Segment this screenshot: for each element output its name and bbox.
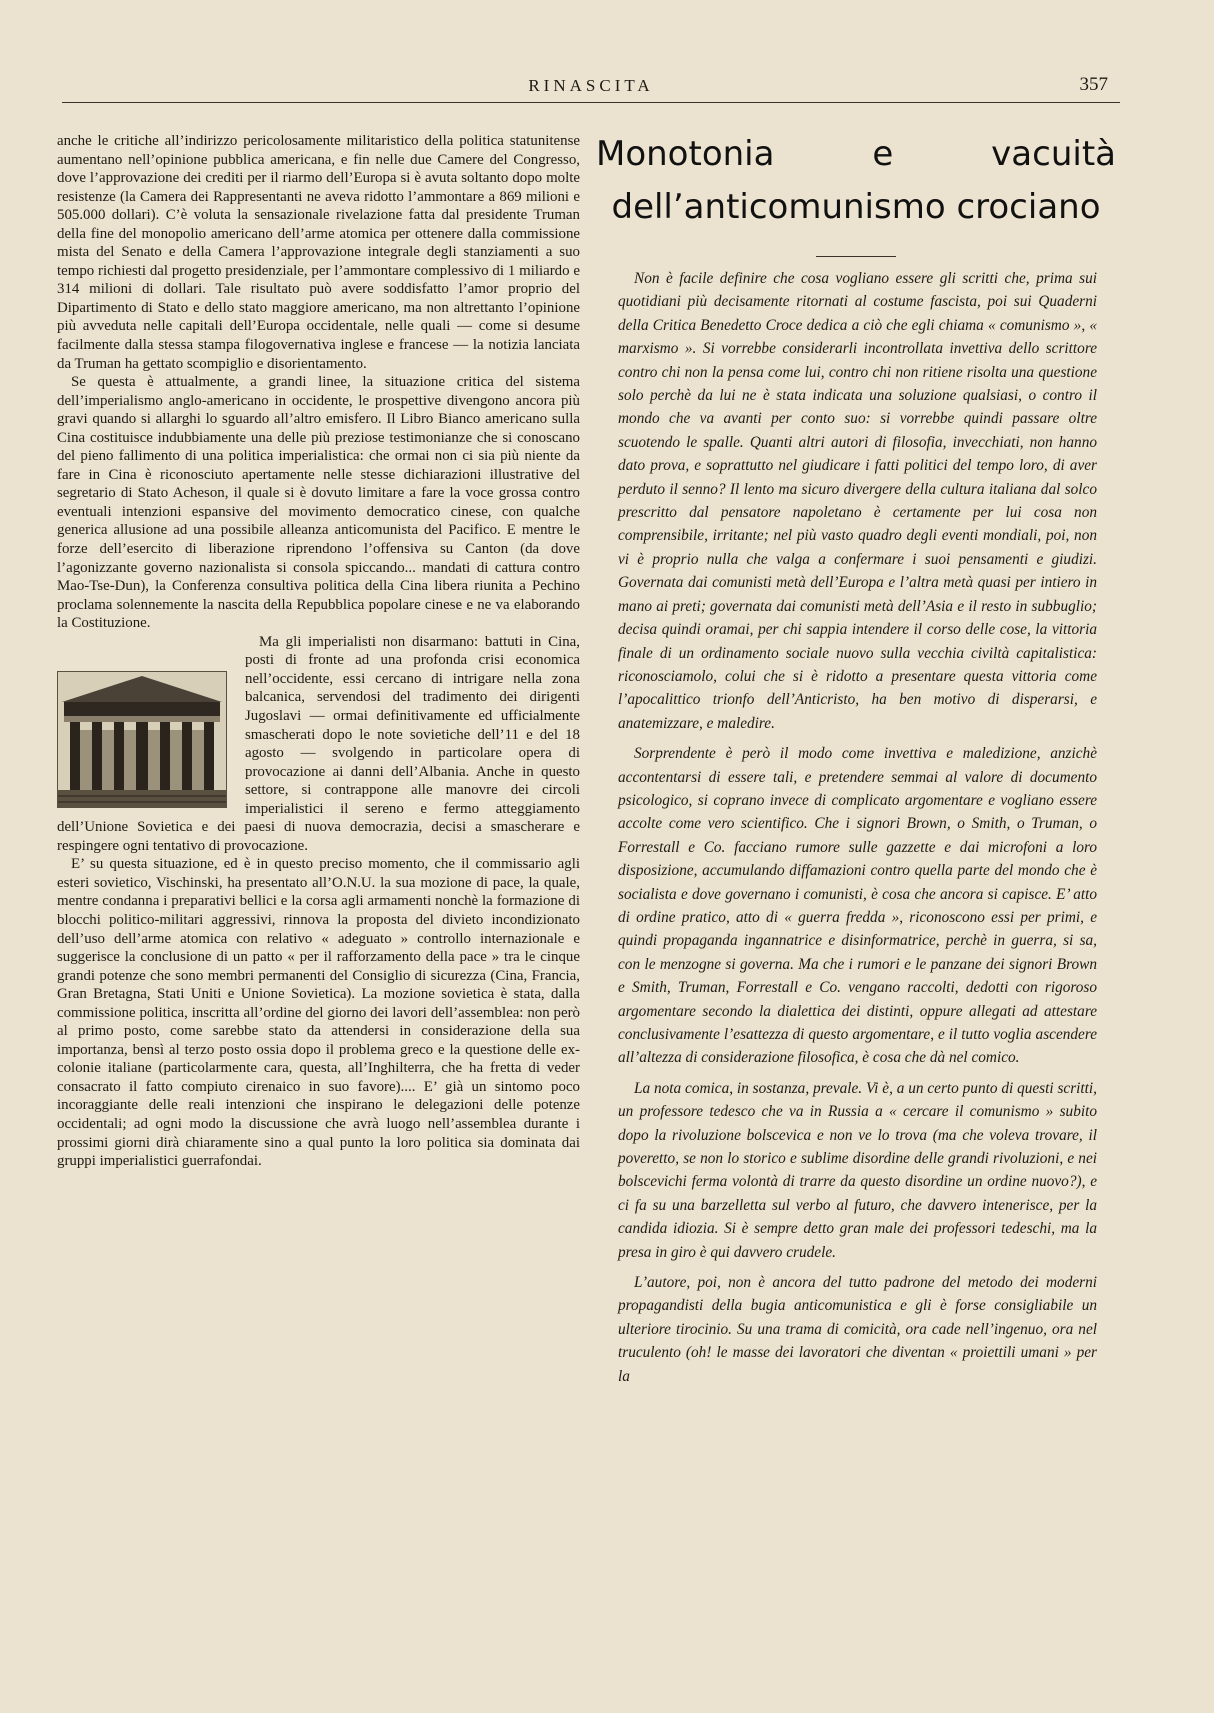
article-paragraph-4: L’autore, poi, non è ancora del tutto padrone del metodo dei moderni propagandisti della bugia anticomunistica e gli è forse consigliabile un ulteriore tirocinio. Su una trama di comicità, ora cade nell’ingenuo, ora nel truculento (oh! le masse dei lavoratori che diventan « proiettili umani » per la bbox=[618, 1274, 1097, 1385]
page-header bbox=[62, 70, 1120, 103]
left-paragraph-2: Se questa è attualmente, a grandi linee, la situazione critica del sistema dell’imperialismo anglo-americano in occidente, le prospettive divengono ancora più gravi quando si allarghi lo sguardo all’altro emisfero. Il Libro Bianco americano sulla Cina costituisce indubbiamente una delle più preziose testimonianze che si conoscano del pieno fallimento di una politica imperialistica: che ormai non ci sia più niente da fare in Cina è riconosciuto apertamente nelle stesse dichiarazioni illustrative del segretario di Stato Acheson, il quale si è dovuto limitare a fare la voce grossa contro eventuali intenzioni espansive del movimento democratico cinese, con qualche generica allusione ad una possibile alleanza anticomunista del Pacifico. E mentre le forze dell’esercito di liberazione riprendono l’offensiva su Canton (da dove l’agonizzante governo nazionalista si consola spiccando... mandati di cattura contro Mao-Tse-Dun), la Conferenza consultiva politica della Cina libera riunita a Pechino proclama solennemente la nascita della Repubblica popolare cinese e ne va elaborando la Costituzione. bbox=[57, 374, 580, 632]
left-column bbox=[57, 132, 580, 1171]
running-title: RINASCITA bbox=[528, 76, 654, 95]
article-paragraph-1: Non è facile definire che cosa vogliano essere gli scritti che, prima sui quotidiani più decisamente ritornati al costume fascista, poi sui Quaderni della Critica Benedetto Croce dedica a ciò che egli chiama « comunismo », « marxismo ». Si vorrebbe considerarli incontrollata invettiva dello scrittore contro chi non la pensa come lui, contro chi non ritiene risolta una questione solo perchè da lui ne è stata indicata una soluzione qualsiasi, o contro il mondo che va avanti per conto suo: si vorrebbe quindi passare oltre scuotendo le spalle. Quanti altri autori di filosofia, invecchiati, non hanno dato prova, e soprattutto nel giudicare i fatti politici del tempo loro, di aver perduto il senno? Il lento ma sicuro divergere della cultura italiana dal solco prescritto dal pensatore napoletano è certamente per lui cosa non comprensibile, irritante; nel più vasto quadro degli eventi mondiali, poi, non vi è proprio nulla che valga a confermare i suoi pensamenti e giudizi. Governata dai comunisti metà dell’Europa e l’altra metà quasi per intiero in mano ai preti; governata dai comunisti metà dell’Asia e il resto in subbuglio; decisa quindi oramai, per chi sappia intendere il corso delle cose, la vittoria finale di un ordinamento sociale nuovo sulla vecchia civiltà capitalistica: riconosciamolo, colui che si è ridotto a presentare questa vittoria come l’apocalittico trionfo dell’Anticristo, ha ben motivo di disperarsi, e anatemizzare, e maledire. bbox=[618, 270, 1097, 732]
article-title: Monotonia e vacuità dell’anticomunismo crociano bbox=[596, 134, 1116, 227]
article-paragraph-2: Sorprendente è però il modo come invettiva e maledizione, anzichè accontentarsi di essere tali, e pretendere semmai al valore di documento psicologico, si coprano invece di complicato argomentare e vogliano essere accolte come vero scientifico. Che i signori Brown, o Smith, o Truman, o Forrestall e Co. facciano rumore sulle gazzette e dai microfoni a loro disposizione, accumulando diffamazioni contro quella parte del mondo che è socialista e dove governano i comunisti, è cosa che ancora si capisce. E’ atto di ordine pratico, atto di « guerra fredda », riconoscono essi per primi, e quindi propaganda ingannatrice e disinformatrice, perchè in guerra, si sa, con le menzogne si governa. Ma che i rumori e le panzane dei signori Brown e Smith, Truman, Forrestall e Co. vengano raccolti, dedotti con rigoroso argomentare secondo la dialettica dei distinti, oppure allegati ad attestare conclusivamente l’esattezza di questo argomentare, e il tutto voglia ascendere all’altezza di considerazione filosofica, è cosa che dà nel comico. bbox=[618, 745, 1097, 1067]
article-title-block bbox=[596, 128, 1116, 257]
classical-building-engraving-icon bbox=[58, 672, 226, 807]
page-number: 357 bbox=[1079, 74, 1108, 95]
left-paragraph-1: anche le critiche all’indirizzo pericolosamente militaristico della politica statunitense aumentano nell’opinione pubblica americana, e fin nelle due Camere del Congresso, dove l’approvazione dei crediti per il riarmo dell’Europa si è avuta soltanto dopo molte resistenze (la Camera dei Rappresentanti ne aveva ridotto l’ammontare a 869 milioni e 505.000 dollari). C’è voluta la sensazionale rivelazione fatta dal presidente Truman della fine del monopolio americano dell’arme atomica per ottenere dalla commissione mista del Senato e della Camera l’approvazione integrale degli stanziamenti a suo tempo richiesti dal progetto presidenziale, per l’ammontare complessivo di 1 miliardo e 314 milioni di dollari. Tale risultato può avere soddisfatto l’amor proprio del Dipartimento di Stato e dello stato maggiore americano, ma non altrettanto l’opinione più avveduta nelle capitali dell’Europa occidentale, nelle quali — come si desume facilmente dalla stessa stampa filogovernativa inglese e francese — la notizia lanciata da Truman ha gettato scompiglio e disorientamento. bbox=[57, 133, 580, 372]
building-illustration bbox=[57, 671, 227, 808]
left-paragraph-3: Ma gli imperialisti non disarmano: battuti in Cina, posti di fronte ad una profonda crisi economica nell’occidente, essi cercano di intrigare nella zona balcanica, servendosi del tradimento dei dirigenti Jugoslavi — ormai definitivamente ed ufficialmente smascherati dopo le note sovietiche dell’11 e del 18 agosto — svolgendo in particolare opera di provocazione ai danni dell’Albania. Anche in questo settore, si contrappone alle manovre dei circoli imperialistici il sereno e fermo atteggiamento dell’Unione Sovietica e dei paesi di nuova democrazia, decisi a smascherare e respingere ogni tentativo di provocazione. bbox=[57, 633, 580, 854]
title-divider bbox=[816, 256, 896, 257]
left-paragraph-4: E’ su questa situazione, ed è in questo preciso momento, che il commissario agli esteri sovietico, Vischinski, ha presentato all’O.N.U. la sua mozione di pace, la quale, mentre condanna i preparativi bellici e la corsa agli armamenti nonchè la formazione di blocchi politico-militari aggressivi, rinnova la proposta del divieto incondizionato dell’uso dell’arme atomica con relativo « adeguato » controllo internazionale e suggerisce la conclusione di un patto « per il rafforzamento della pace » tra le cinque grandi potenze che sono membri permanenti del Consiglio di sicurezza (Cina, Francia, Gran Bretagna, Stati Uniti e Unione Sovietica). La mozione sovietica è stata, dalla commissione politica, inscritta all’ordine del giorno dei lavori dell’assemblea: non però al primo posto, come sarebbe stato da attendersi in considerazione della sua importanza, bensì al terzo posto ossia dopo il problema greco e la questione delle ex-colonie italiane (particolarmente cara, questa, all’Inghilterra, che ha fretta di veder consacrato il fatto compiuto cirenaico in suo favore).... E’ già un sintomo poco incoraggiante delle reali intenzioni che inspirano le delegazioni delle potenze occidentali; ad ogni modo la discussione che avrà luogo nell’assemblea durante i prossimi giorni dirà chiaramente sino a qual punto la loro politica sia dominata dai gruppi imperialistici guerrafondai. bbox=[57, 856, 580, 1170]
article-body bbox=[618, 267, 1097, 1395]
article-paragraph-3: La nota comica, in sostanza, prevale. Vi è, a un certo punto di questi scritti, un professore tedesco che va in Russia a « cercare il comunismo » subito dopo la rivoluzione bolscevica e non ve lo trova (ma che voleva trovare, il poveretto, se non lo storico e sublime disordine delle grandi rivoluzioni, e nei bolscevichi ferma volontà di trarre da questo disordine un ordine nuovo?), e ci fa su una barzelletta sul verbo al futuro, che davvero intenerisce, per la candida idiozia. Si è sempre detto gran male dei professori tedeschi, ma la presa in giro è qui davvero crudele. bbox=[618, 1079, 1097, 1261]
